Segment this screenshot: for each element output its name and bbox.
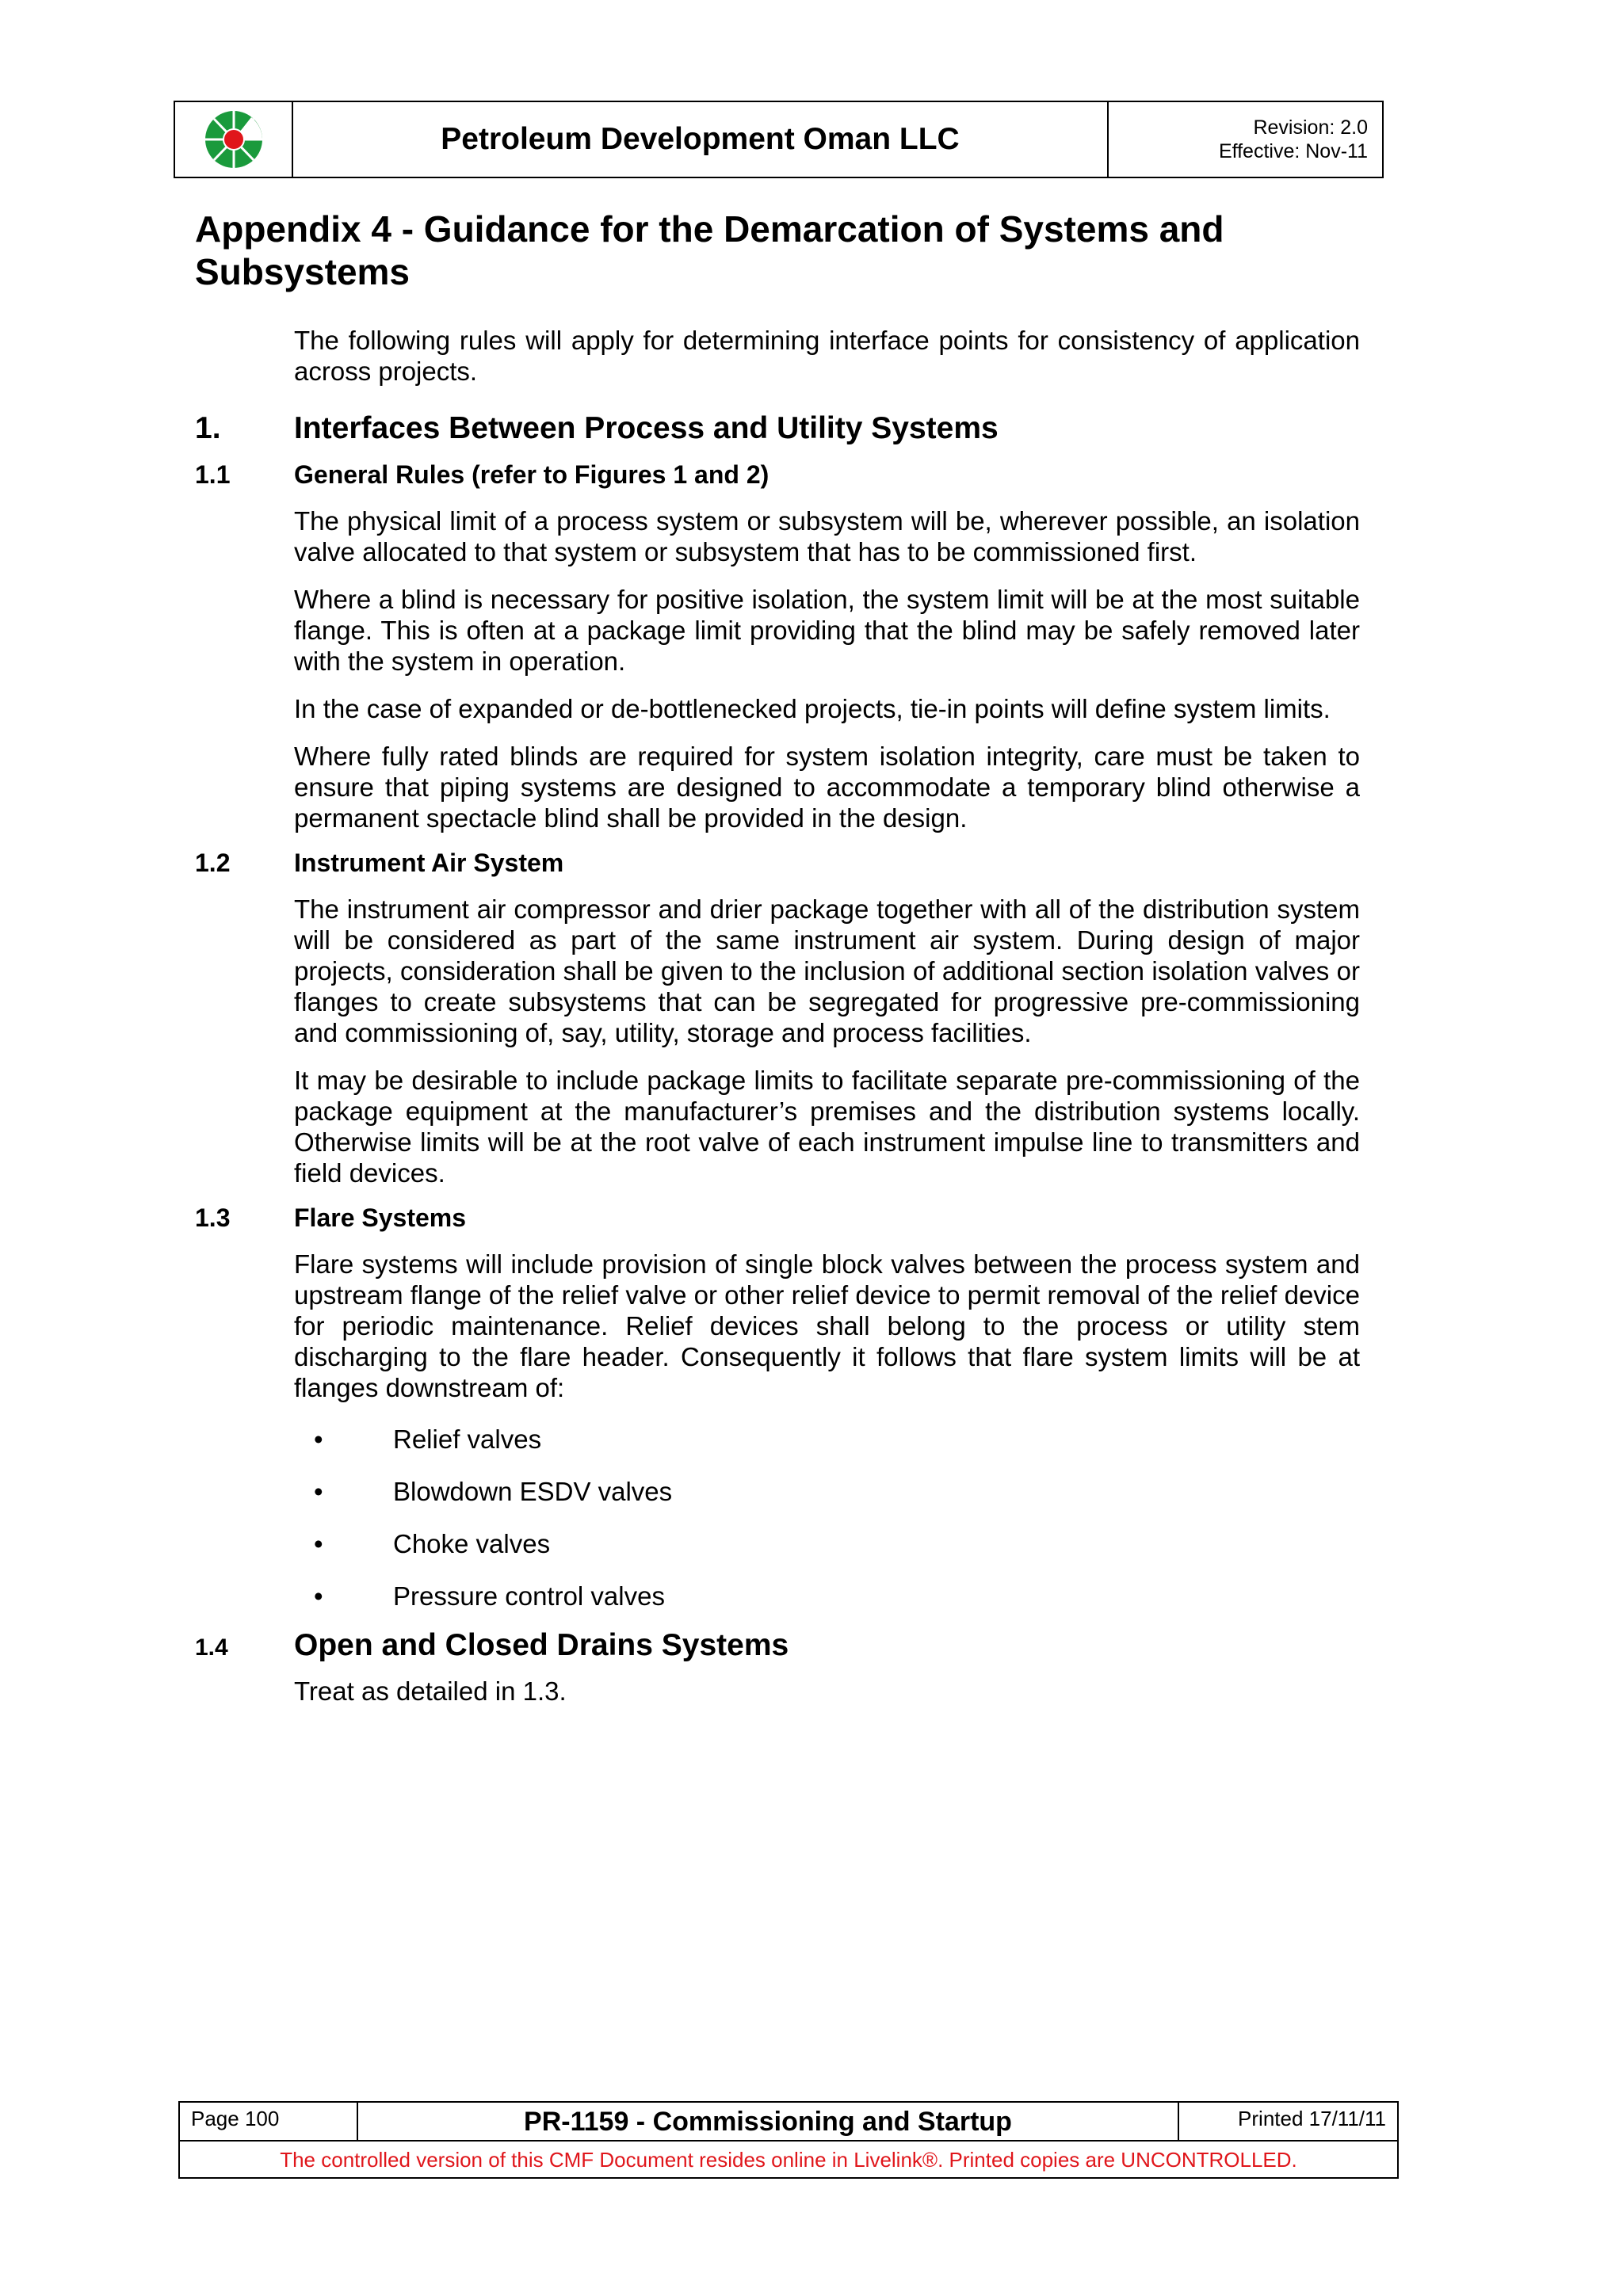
page-title: Appendix 4 - Guidance for the Demarcation of Systems and Subsystems [195,208,1224,292]
section-title: Flare Systems [294,1203,467,1232]
list-item-text: Relief valves [393,1425,542,1454]
section-title: Open and Closed Drains Systems [294,1628,789,1662]
page-number: Page 100 [180,2103,358,2140]
document-body [195,325,1360,1707]
section-1-4-heading [195,1627,1360,1665]
paragraph: Flare systems will include provision of single block valves between the process system and upstream flange of the relief valve or other relief device to permit removal of the relief device for periodic maintenance. Relief devices shall belong to the process or utility stem discharging to the flare header. Consequently it follows that flare system limits will be at flanges downstream of: [294,1249,1360,1402]
section-1-heading [195,410,1360,448]
page-footer [178,2101,1399,2179]
list-item-text: Choke valves [393,1529,551,1558]
section-1-1-heading [195,459,1360,490]
controlled-copy-notice: The controlled version of this CMF Document resides online in Livelink®. Printed copies are UNCONTROLLED. [280,2148,1297,2172]
paragraph: Where a blind is necessary for positive isolation, the system limit will be at the most suitable flange. This is often at a package limit providing that the blind may be safely removed later with the system in operation. [294,585,1360,676]
section-number: 1.1 [195,460,231,489]
paragraph: Treat as detailed in 1.3. [294,1676,567,1706]
list-item-text: Blowdown ESDV valves [393,1477,673,1506]
pdo-logo-icon [202,108,265,171]
section-1-2-heading [195,847,1360,879]
bullet-icon: • [314,1529,323,1558]
section-title: Instrument Air System [294,849,564,877]
paragraph: In the case of expanded or de-bottlenecked projects, tie-in points will define system limits. [294,694,1331,723]
page-header [174,101,1384,178]
section-number: 1. [195,411,221,445]
logo-cell [175,102,293,177]
intro-paragraph: The following rules will apply for determining interface points for consistency of application across projects. [294,326,1360,386]
section-1-3-heading [195,1202,1360,1234]
document-title: PR-1159 - Commissioning and Startup [358,2103,1179,2140]
list-item [314,1581,1360,1611]
bullet-icon: • [314,1477,323,1506]
section-title: Interfaces Between Process and Utility Systems [294,411,999,445]
list-item [314,1476,1360,1507]
section-title: General Rules (refer to Figures 1 and 2) [294,460,769,489]
company-name: Petroleum Development Oman LLC [293,102,1109,177]
section-number: 1.3 [195,1203,231,1232]
paragraph: The physical limit of a process system or subsystem will be, wherever possible, an isolation valve allocated to that system or subsystem that has to be commissioned first. [294,506,1360,566]
paragraph: The instrument air compressor and drier package together with all of the distribution system will be considered as part of the same instrument air system. During design of major projects, consideration shall be given to the inclusion of additional section isolation valves or flanges to create subsystems that can be segregated for progressive pre-commissioning and commissioning of, say, utility, storage and process facilities. [294,894,1360,1047]
list-item-text: Pressure control valves [393,1581,665,1611]
effective-label: Effective: Nov-11 [1218,140,1368,162]
bullet-icon: • [314,1425,323,1454]
footer-row [180,2103,1397,2142]
revision-info [1109,102,1382,177]
section-number: 1.2 [195,849,231,877]
bullet-icon: • [314,1581,323,1611]
printed-date: Printed 17/11/11 [1238,2107,1386,2130]
revision-label: Revision: 2.0 [1253,116,1368,139]
paragraph: Where fully rated blinds are required for system isolation integrity, care must be taken to ensure that piping systems are designed to accommodate a temporary blind otherwise a permanent spectacle blind shall be provided in the design. [294,742,1360,833]
list-item [314,1424,1360,1455]
paragraph: It may be desirable to include package limits to facilitate separate pre-commissioning of the package equipment at the manufacturer’s premises and the distribution systems locally. Otherwise limits will be at the root valve of each instrument impulse line to transmitters and field devices. [294,1066,1360,1188]
list-item [314,1528,1360,1559]
bullet-list [195,1424,1360,1611]
section-number: 1.4 [195,1634,228,1661]
